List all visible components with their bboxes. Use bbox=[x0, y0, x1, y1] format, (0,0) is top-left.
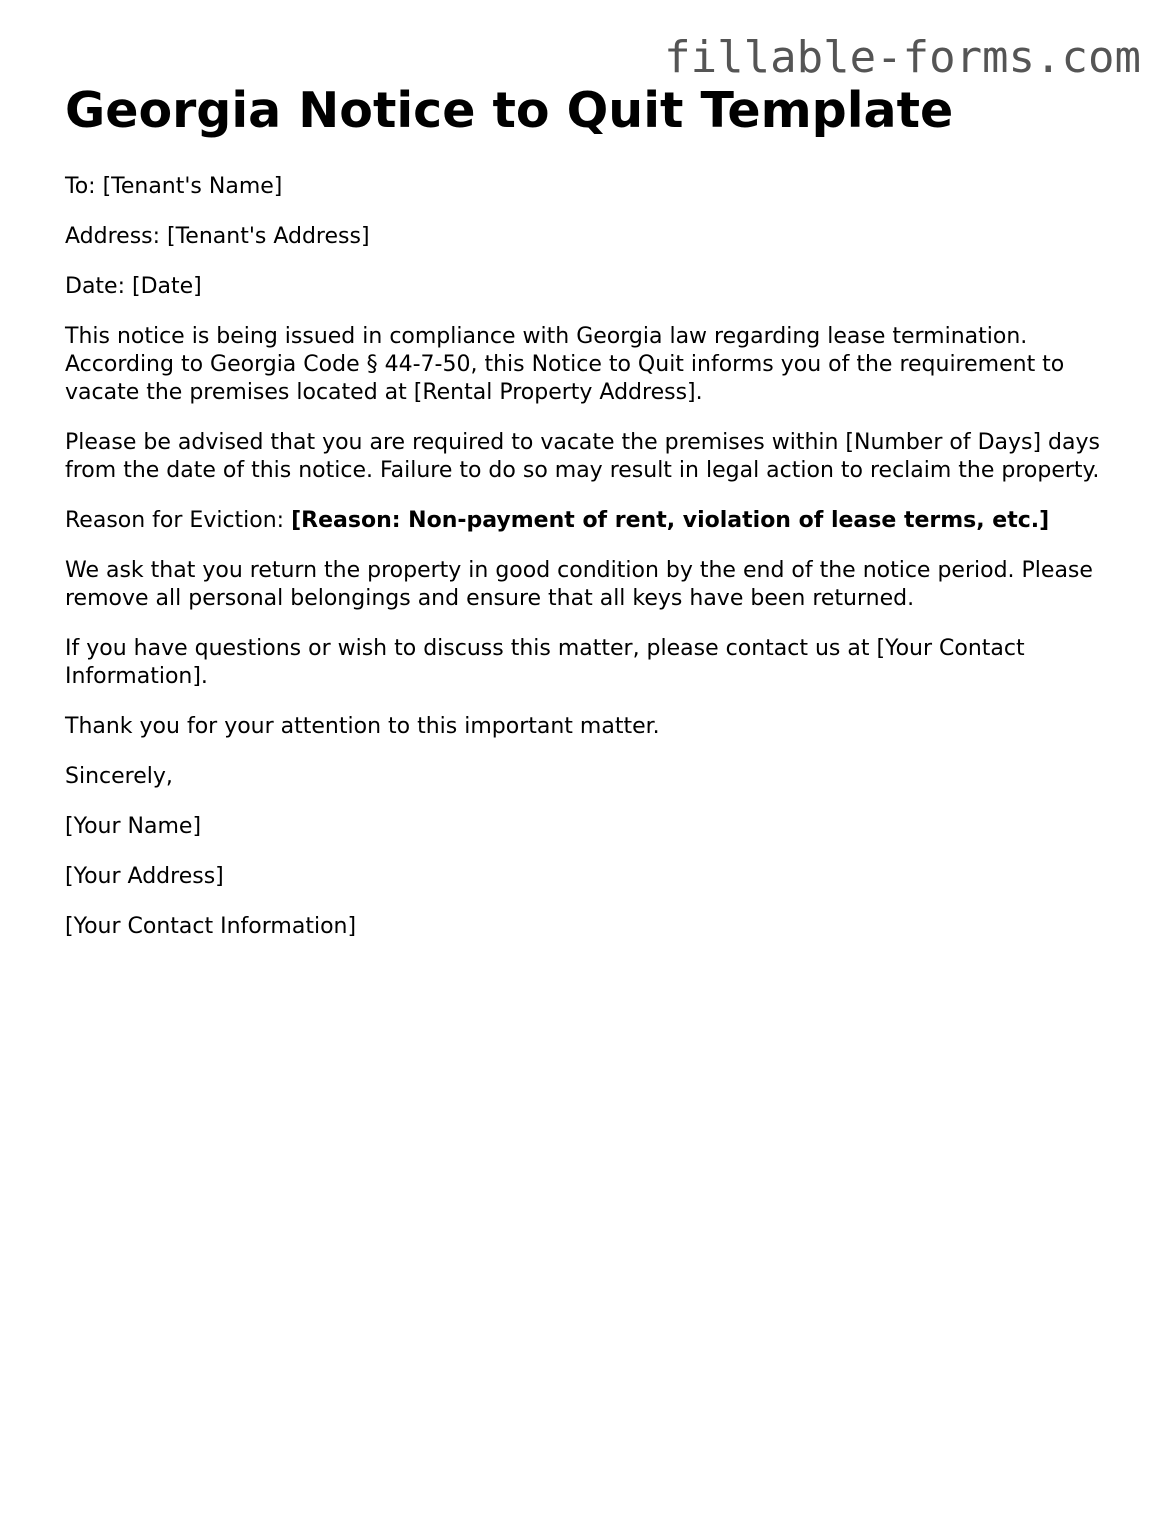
to-line: To: [Tenant's Name] bbox=[65, 174, 283, 199]
advised-paragraph: Please be advised that you are required to vacate the premises within [Number of Days] days from the date of this notice. Failure to do so may result in legal action to reclaim the property. bbox=[65, 430, 1100, 483]
reason-label: Reason for Eviction: bbox=[65, 508, 292, 533]
signature-name: [Your Name] bbox=[65, 814, 202, 839]
thanks-paragraph: Thank you for your attention to this important matter. bbox=[65, 714, 660, 739]
signature-contact: [Your Contact Information] bbox=[65, 914, 357, 939]
address-line: Address: [Tenant's Address] bbox=[65, 224, 370, 249]
compliance-paragraph: This notice is being issued in compliance with Georgia law regarding lease termination. According to Georgia Code § 44-7-50, this Notice to Quit informs you of the requirement to vacate the premises located at [Rental Property Address]. bbox=[65, 324, 1065, 405]
questions-paragraph: If you have questions or wish to discuss this matter, please contact us at [Your Contact Information]. bbox=[65, 636, 1025, 689]
closing: Sincerely, bbox=[65, 764, 173, 789]
return-paragraph: We ask that you return the property in good condition by the end of the notice period. Please remove all personal belongings and ensure that all keys have been returned. bbox=[65, 558, 1093, 611]
reason-line bbox=[65, 507, 1135, 535]
date-line: Date: [Date] bbox=[65, 274, 202, 299]
document-body bbox=[65, 82, 1135, 963]
page-title: Georgia Notice to Quit Template bbox=[65, 82, 954, 139]
reason-value: [Reason: Non-payment of rent, violation of lease terms, etc.] bbox=[291, 508, 1050, 533]
signature-address: [Your Address] bbox=[65, 864, 224, 889]
watermark: fillable-forms.com bbox=[664, 32, 1141, 83]
